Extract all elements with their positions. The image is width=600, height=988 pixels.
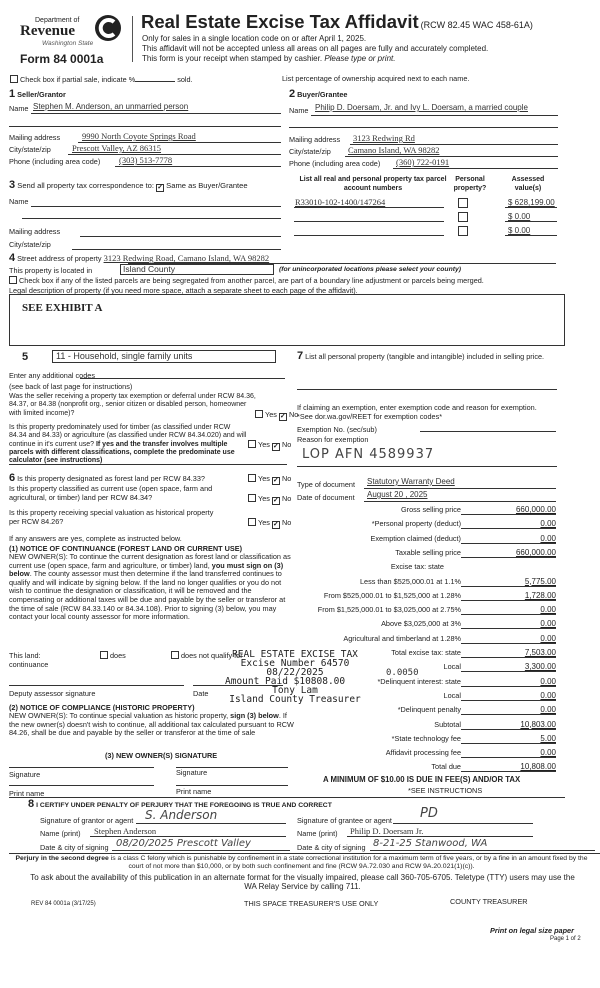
subtitle-3-text: This form is your receipt when stamped by cashier. bbox=[142, 54, 323, 63]
tax-row bbox=[290, 517, 556, 529]
tax-row-value[interactable]: 0.00 bbox=[540, 676, 556, 686]
parcel-header-list: List all real and personal property tax parcel account numbers bbox=[299, 176, 447, 192]
partial-label: Check box if partial sale, indicate % bbox=[20, 75, 136, 84]
parcel-number-field[interactable] bbox=[294, 207, 444, 208]
notice-1-text-a: NEW OWNER(S): To continue the current designation as forest land or classification as current use (open space, farm and agriculture, or timber) land, bbox=[9, 552, 291, 570]
section-number: 3 bbox=[9, 179, 16, 191]
seller-mail-label: Mailing address bbox=[9, 133, 61, 142]
subtitle-3-italic: Please type or print. bbox=[324, 54, 396, 63]
perjury-text: is a class C felony which is punishable by confinement in a state correctional institution for a maximum term of five years, or by a fine in an amount fixed by the court of not more than $10,000, or by both such confinement and fine (RCW 9A.72.030 and RCW 9A.20.021(1)(c)). bbox=[110, 855, 588, 870]
no-checkbox[interactable]: ✓ bbox=[273, 477, 279, 484]
no-label: No bbox=[288, 410, 299, 419]
parcel-number: R33010-102-1400/147264 bbox=[295, 197, 386, 207]
yes-label: Yes bbox=[258, 440, 270, 449]
parcel-number-field[interactable] bbox=[294, 221, 444, 222]
grantor-name-label: Name (print) bbox=[40, 829, 81, 838]
tax-row-value[interactable]: 10,803.00 bbox=[520, 719, 556, 729]
tax-row-label: *Personal property (deduct) bbox=[371, 519, 461, 529]
yes-checkbox[interactable] bbox=[248, 474, 256, 482]
segregated-label: Check box if any of the listed parcels are being segregated from another parcel, are part of a boundary line adjustment or parcels being merged. bbox=[19, 276, 484, 285]
tax-row-value[interactable]: 0.00 bbox=[540, 748, 556, 758]
tax-row-line bbox=[461, 671, 556, 672]
tax-row-value[interactable]: 0.00 bbox=[540, 619, 556, 629]
subtitle-1: Only for sales in a single location code on or after April 1, 2025. bbox=[142, 34, 367, 43]
seller-heading bbox=[9, 88, 66, 100]
yes-checkbox[interactable] bbox=[248, 494, 256, 502]
sec8-heading-text: I CERTIFY UNDER PENALTY OF PERJURY THAT THE FOREGOING IS TRUE AND CORRECT bbox=[36, 802, 332, 809]
grantee-sig-label: Signature of grantee or agent bbox=[297, 816, 392, 825]
tax-row-line bbox=[461, 657, 556, 658]
buyer-name-field[interactable]: Philip D. Doersam, Jr. and Ivy L. Doersam, a married couple bbox=[315, 103, 528, 112]
parcel-header-personal: Personal property? bbox=[453, 176, 487, 192]
exempt-no-field[interactable] bbox=[420, 431, 556, 432]
tax-row-label: Taxable selling price bbox=[395, 547, 461, 557]
section-number: 6 bbox=[9, 472, 16, 484]
yes-label: Yes bbox=[258, 474, 270, 483]
page-number: Page 1 of 2 bbox=[550, 936, 581, 942]
assessed-value[interactable]: $ 0.00 bbox=[508, 226, 531, 235]
perjury-bold: Perjury in the second degree bbox=[15, 855, 109, 862]
corr-city-field[interactable] bbox=[72, 249, 281, 250]
deputy-date-label: Date bbox=[193, 689, 209, 698]
tax-row-line bbox=[461, 543, 556, 544]
personal-property-checkbox[interactable] bbox=[458, 198, 468, 208]
q-exempt: Was the seller receiving a property tax exemption or deferral under RCW 84.36, 84.37, or 84.38 (nonprofit org., senior citizen or disabled person, homeowner with limited income)? bbox=[9, 393, 256, 417]
corr-city-label: City/state/zip bbox=[9, 240, 51, 249]
no-checkbox[interactable]: ✓ bbox=[273, 521, 279, 528]
no-checkbox[interactable]: ✓ bbox=[273, 497, 279, 504]
tax-row-value[interactable]: 0.00 bbox=[540, 705, 556, 715]
stamp-line: Tony Lam bbox=[272, 685, 318, 696]
corr-name-field[interactable] bbox=[31, 206, 281, 207]
q-forest-text: Is this property designated as forest land per RCW 84.33? bbox=[17, 474, 205, 483]
tax-row bbox=[290, 560, 556, 572]
grantor-signature[interactable]: S. Anderson bbox=[145, 808, 218, 822]
buyer-heading-text: Buyer/Grantee bbox=[297, 90, 348, 99]
logo-dept-text: Department of bbox=[35, 17, 80, 24]
seller-mail-field[interactable]: 9990 North Coyote Springs Road bbox=[82, 131, 196, 141]
print-legal-note: Print on legal size paper bbox=[490, 926, 574, 935]
q-hist: Is this property receiving special valuation as historical property per RCW 84.26? bbox=[9, 508, 214, 526]
notice-2-heading: (2) NOTICE OF COMPLIANCE (HISTORIC PROPERTY) bbox=[9, 703, 195, 712]
yes-label: Yes bbox=[258, 494, 270, 503]
tax-row-value[interactable]: 1,728.00 bbox=[524, 590, 556, 600]
doc-date-label: Date of document bbox=[297, 493, 355, 502]
tax-row-line bbox=[461, 586, 556, 587]
q-timber bbox=[9, 424, 249, 465]
buyer-heading bbox=[289, 88, 347, 100]
reason-label: Reason for exemption bbox=[297, 435, 369, 444]
tax-row-value[interactable]: 0.00 bbox=[540, 533, 556, 543]
stamp-line: Island County Treasurer bbox=[229, 694, 361, 705]
tax-row-label: Above $3,025,000 at 3% bbox=[381, 619, 461, 629]
yes-checkbox[interactable] bbox=[248, 518, 256, 526]
notice-2-body bbox=[9, 712, 299, 738]
tax-row bbox=[290, 760, 556, 772]
corr-name-label: Name bbox=[9, 197, 29, 206]
subtitle-3 bbox=[142, 54, 395, 63]
does-not-label: does not qualify for bbox=[181, 651, 243, 660]
q-current-answer bbox=[248, 494, 291, 505]
if-yes-note: If any answers are yes, complete as instructed below. bbox=[9, 534, 182, 543]
tax-row-value[interactable]: 5.00 bbox=[540, 733, 556, 743]
signature-label: Signature bbox=[176, 768, 208, 777]
tax-row-value[interactable]: 3,300.00 bbox=[524, 662, 556, 672]
tax-row bbox=[290, 632, 556, 644]
notice-1-text-b: . The county assessor must then determine if the land transferred continues to qualify and will indicate by signing below. If the land no longer qualifies or you do not wish to continue the designation or classification, it will be removed and the compensating or additional taxes will be due and payable by the seller or transferor at the time of sale (RCW 84.33.140 or 84.34.108). Prior to signing (3) below, you may contact your local county assessor for more information. bbox=[9, 569, 286, 622]
partial-sale-checkbox[interactable] bbox=[10, 75, 18, 83]
seller-phone-field[interactable]: (303) 513-7778 bbox=[119, 155, 173, 165]
grantee-signature[interactable]: PD bbox=[420, 806, 438, 821]
corr-mail-label: Mailing address bbox=[9, 227, 61, 236]
street-label: Street address of property bbox=[17, 254, 102, 263]
tax-row-line bbox=[461, 771, 556, 772]
section-number: 1 bbox=[9, 88, 16, 100]
no-checkbox[interactable]: ✓ bbox=[273, 443, 279, 450]
notice-1-body bbox=[9, 553, 293, 622]
q-timber-bold: If yes and the transfer involves multiple parcels with different classifications, complete the predominate use calculator (see instructions) bbox=[9, 440, 235, 465]
tax-row-line bbox=[461, 757, 556, 758]
stamp-line: 08/22/2025 bbox=[266, 667, 324, 678]
form-number: Form 84 0001a bbox=[20, 52, 104, 66]
seller-city-label: City/state/zip bbox=[9, 145, 51, 154]
title-text: Real Estate Excise Tax Affidavit bbox=[141, 11, 419, 32]
tax-row-line bbox=[461, 729, 556, 730]
q-forest bbox=[9, 472, 205, 484]
tax-row-label: Exemption claimed (deduct) bbox=[370, 533, 461, 543]
tax-row bbox=[290, 503, 556, 515]
exempt-note: If claiming an exemption, enter exemption code and reason for exemption. *See dor.wa.gov/REET for exemption codes* bbox=[297, 403, 537, 421]
notice-2-text-b: . If the new owner(s) doesn't wish to continue, all additional tax calculated pursuant to RCW 84.26, shall be due and payable by the seller or transferor at the time of sale bbox=[9, 711, 294, 738]
tax-row bbox=[290, 746, 556, 758]
tax-row-value[interactable]: 5,775.00 bbox=[524, 576, 556, 586]
tax-row-label: Affidavit processing fee bbox=[385, 748, 461, 758]
buyer-name-label: Name bbox=[289, 106, 309, 115]
tax-row-line bbox=[461, 628, 556, 629]
same-as-buyer-label: Same as Buyer/Grantee bbox=[166, 181, 248, 190]
correspondence-row bbox=[9, 179, 248, 192]
street-field[interactable]: 3123 Redwing Road, Camano Island, WA 98282 bbox=[103, 253, 270, 263]
buyer-city-field[interactable]: Camano Island, WA 98282 bbox=[348, 145, 440, 155]
notice-2-text-a: NEW OWNER(S): To continue special valuation as historic property, bbox=[9, 711, 229, 720]
no-label: No bbox=[281, 474, 292, 483]
tax-row-line bbox=[461, 600, 556, 601]
assessed-value[interactable]: $ 0.00 bbox=[508, 212, 531, 221]
title-ref: (RCW 82.45 WAC 458-61A) bbox=[420, 20, 533, 30]
stamp-line: Amount Paid $10808.00 bbox=[225, 676, 346, 687]
alt-format-note: To ask about the availability of this publication in an alternate format for the visually impaired, please call 360-705-6705. Teletype (TTY) users may use the WA Relay Service by calling 711. bbox=[30, 873, 575, 891]
partial-suffix: sold. bbox=[177, 75, 193, 84]
tax-row bbox=[290, 617, 556, 629]
no-label: No bbox=[281, 440, 292, 449]
segregated-checkbox[interactable] bbox=[9, 276, 17, 284]
tax-row bbox=[290, 589, 556, 601]
owner-print-2[interactable] bbox=[176, 785, 288, 786]
tax-row-label: Agricultural and timberland at 1.28% bbox=[343, 633, 461, 643]
stamp-line: REAL ESTATE EXCISE TAX bbox=[232, 649, 358, 660]
tax-row-label: *Delinquent penalty bbox=[397, 705, 461, 715]
section-number: 8 bbox=[28, 798, 35, 810]
deputy-label: Deputy assessor signature bbox=[9, 689, 96, 698]
yes-checkbox[interactable] bbox=[248, 440, 256, 448]
grantor-date-field[interactable]: 08/20/2025 Prescott Valley bbox=[116, 838, 251, 849]
section-number: 2 bbox=[289, 88, 296, 100]
grantor-sig-label: Signature of grantor or agent bbox=[40, 816, 134, 825]
tax-row-label: Total excise tax: state bbox=[391, 648, 461, 657]
seller-name-field[interactable]: Stephen M. Anderson, an unmarried person bbox=[33, 102, 189, 111]
continuance-label: continuance bbox=[9, 660, 49, 669]
partial-sale bbox=[10, 75, 193, 84]
personal-property-field[interactable] bbox=[297, 389, 557, 390]
revision-label: REV 84 0001a (3/17/25) bbox=[31, 901, 96, 907]
treasurer-stamp bbox=[215, 650, 375, 704]
tax-row-label: *State technology fee bbox=[391, 733, 461, 743]
tax-row-label: Local bbox=[443, 662, 461, 672]
notice-2-bold: sign (3) below bbox=[230, 711, 279, 720]
doc-type-label: Type of document bbox=[297, 480, 356, 489]
grantor-date-label: Date & city of signing bbox=[40, 843, 109, 852]
buyer-phone-field[interactable]: (360) 722-0191 bbox=[396, 157, 450, 167]
grantee-name-label: Name (print) bbox=[297, 829, 338, 838]
tax-row-line bbox=[461, 700, 556, 701]
exempt-no-label: Exemption No. (sec/sub) bbox=[297, 425, 377, 434]
buyer-city-label: City/state/zip bbox=[289, 147, 331, 156]
tax-row-value[interactable]: 0.00 bbox=[540, 690, 556, 700]
tax-row-label: Local bbox=[443, 690, 461, 700]
stamp-line: Excise Number 64570 bbox=[240, 658, 350, 669]
tax-row bbox=[290, 732, 556, 744]
grantee-date-field[interactable]: 8-21-25 Stanwood, WA bbox=[373, 838, 488, 849]
tax-row-label: Subtotal bbox=[434, 719, 461, 729]
additional-codes-label: Enter any additional codes bbox=[9, 371, 95, 380]
additional-codes-field[interactable] bbox=[80, 378, 285, 379]
tax-row-label: From $525,000.01 to $1,525,000 at 1.28% bbox=[323, 590, 461, 600]
tax-row bbox=[290, 546, 556, 558]
notice-3-heading: (3) NEW OWNER(S) SIGNATURE bbox=[105, 751, 218, 760]
tax-row-line bbox=[461, 557, 556, 558]
tax-row-line bbox=[461, 714, 556, 715]
perjury-note bbox=[9, 855, 594, 871]
tax-row-value[interactable]: 0.00 bbox=[540, 519, 556, 529]
no-label: No bbox=[281, 494, 292, 503]
tax-row-label: Excise tax: state bbox=[390, 562, 444, 572]
does-option bbox=[100, 651, 126, 660]
located-label: This property is located in bbox=[9, 266, 93, 275]
does-checkbox[interactable] bbox=[100, 651, 108, 659]
county-note: (for unincorporated locations please select your county) bbox=[279, 266, 462, 273]
partial-pct-field[interactable] bbox=[135, 81, 175, 82]
grantee-name-field[interactable]: Philip D. Doersam Jr. bbox=[350, 826, 424, 836]
same-as-buyer-checkbox[interactable]: ✓ bbox=[157, 184, 164, 191]
does-not-checkbox[interactable] bbox=[171, 651, 179, 659]
tax-row-line bbox=[461, 743, 556, 744]
segregated-row bbox=[9, 276, 484, 285]
tax-row-line bbox=[461, 514, 556, 515]
tax-row-label: Less than $525,000.01 at 1.1% bbox=[359, 576, 461, 586]
tax-row-label: *Delinquent interest: state bbox=[377, 676, 461, 686]
q-timber-answer bbox=[248, 440, 291, 451]
pct-note: List percentage of ownership acquired next to each name. bbox=[282, 74, 470, 83]
tax-row-value[interactable]: 0.00 bbox=[540, 633, 556, 643]
local-rate: 0.0050 bbox=[386, 668, 419, 678]
tax-row-value[interactable]: 10,808.00 bbox=[520, 762, 556, 772]
tax-row bbox=[290, 603, 556, 615]
section-number: 4 bbox=[9, 252, 16, 264]
grantee-date-label: Date & city of signing bbox=[297, 843, 366, 852]
see-back-note: (see back of last page for instructions) bbox=[9, 382, 133, 391]
dor-logo-icon bbox=[93, 14, 123, 42]
no-label: No bbox=[281, 518, 292, 527]
treasurer-space-label: THIS SPACE TREASURER'S USE ONLY bbox=[244, 899, 379, 908]
logo-revenue-text: Revenue bbox=[20, 23, 75, 39]
yes-label: Yes bbox=[258, 518, 270, 527]
tax-row bbox=[290, 532, 556, 544]
owner-signature-1[interactable] bbox=[9, 767, 154, 768]
minimum-note: A MINIMUM OF $10.00 IS DUE IN FEE(S) AND/OR TAX bbox=[323, 775, 521, 784]
county-treasurer-label: COUNTY TREASURER bbox=[450, 897, 528, 906]
tax-row-line bbox=[461, 528, 556, 529]
seller-heading-text: Seller/Grantor bbox=[17, 90, 66, 99]
print-name-label: Print name bbox=[9, 789, 45, 798]
correspondence-label: Send all property tax correspondence to: bbox=[17, 181, 155, 190]
tax-row-line bbox=[461, 614, 556, 615]
logo-state-text: Washington State bbox=[42, 40, 94, 47]
buyer-phone-label: Phone (including area code) bbox=[289, 159, 381, 168]
tax-row bbox=[290, 718, 556, 730]
seller-name-label: Name bbox=[9, 104, 29, 113]
notice-1-bold: you must sign on (3) below bbox=[9, 560, 284, 579]
grantor-name-field[interactable]: Stephen Anderson bbox=[94, 826, 157, 836]
assessed-value[interactable]: $ 628,199.00 bbox=[508, 198, 555, 207]
personal-property-checkbox[interactable] bbox=[458, 212, 468, 222]
tax-row-label: Gross selling price bbox=[400, 505, 461, 514]
subtitle-2: This affidavit will not be accepted unless all areas on all pages are fully and accurately completed. bbox=[142, 44, 489, 53]
reason-field[interactable]: LOP AFN 4589937 bbox=[302, 447, 435, 462]
yes-checkbox[interactable] bbox=[255, 410, 263, 418]
owner-print-1[interactable] bbox=[9, 785, 154, 786]
tax-row-label: Total due bbox=[431, 762, 461, 772]
tax-row-value[interactable]: 0.00 bbox=[540, 605, 556, 615]
deputy-signature-field[interactable] bbox=[9, 685, 184, 686]
q-hist-answer bbox=[248, 518, 291, 529]
see-instructions: *SEE INSTRUCTIONS bbox=[408, 786, 483, 795]
tax-row-line bbox=[461, 643, 556, 644]
section-number: 7 bbox=[297, 350, 304, 362]
sec7-text: List all personal property (tangible and intangible) included in selling price. bbox=[305, 352, 545, 361]
q-timber-text: Is this property predominately used for timber (as classified under RCW 84.34 and 84.33) or agriculture (as classified under RCW 84.34.020) and will continue in it's current use? bbox=[9, 424, 247, 448]
use-code-select[interactable]: 11 - Household, single family units bbox=[52, 350, 276, 363]
personal-property-checkbox[interactable] bbox=[458, 226, 468, 236]
buyer-mail-field[interactable]: 3123 Redwing Rd bbox=[353, 133, 415, 143]
section-number: 5 bbox=[22, 351, 29, 363]
tax-row-value[interactable]: 660,000.00 bbox=[515, 547, 556, 557]
q-exempt-answer bbox=[255, 410, 298, 421]
sec7-label bbox=[297, 350, 562, 363]
tax-row-line bbox=[461, 686, 556, 687]
header-divider bbox=[132, 16, 133, 62]
tax-row-value[interactable]: 7,503.00 bbox=[524, 648, 556, 657]
county-select[interactable]: Island County bbox=[120, 264, 274, 275]
q-forest-answer bbox=[248, 474, 291, 485]
does-label: does bbox=[110, 651, 126, 660]
legal-description: SEE EXHIBIT A bbox=[22, 302, 103, 314]
form-title bbox=[141, 11, 533, 33]
print-name-label: Print name bbox=[176, 787, 212, 796]
seller-city-field[interactable]: Prescott Valley, AZ 86315 bbox=[72, 143, 162, 153]
no-checkbox[interactable]: ✓ bbox=[280, 413, 286, 420]
doc-type-field[interactable]: Statutory Warranty Deed bbox=[367, 477, 455, 486]
seller-phone-label: Phone (including area code) bbox=[9, 157, 101, 166]
this-land-label: This land: bbox=[9, 651, 41, 660]
legal-label: Legal description of property (if you need more space, attach a separate sheet to each page of the affidavit). bbox=[9, 286, 358, 295]
signature-label: Signature bbox=[9, 770, 41, 779]
buyer-mail-label: Mailing address bbox=[289, 135, 341, 144]
notice-1-heading: (1) NOTICE OF CONTINUANCE (FOREST LAND OR CURRENT USE) bbox=[9, 544, 243, 553]
parcel-number-field[interactable] bbox=[294, 235, 444, 236]
parcel-header-value: Assessed value(s) bbox=[511, 176, 545, 192]
dor-logo bbox=[20, 14, 125, 64]
yes-label: Yes bbox=[265, 410, 277, 419]
legal-description-box[interactable] bbox=[9, 294, 565, 346]
doc-date-field[interactable]: August 20 , 2025 bbox=[367, 490, 428, 499]
tax-row-label: From $1,525,000.01 to $3,025,000 at 2.75% bbox=[317, 605, 461, 615]
tax-row bbox=[290, 575, 556, 587]
q-current: Is this property classified as current use (open space, farm and agricultural, or timber) land per RCW 84.34? bbox=[9, 484, 213, 502]
tax-row-value[interactable]: 660,000.00 bbox=[515, 505, 556, 514]
corr-mail-field[interactable] bbox=[80, 236, 281, 237]
